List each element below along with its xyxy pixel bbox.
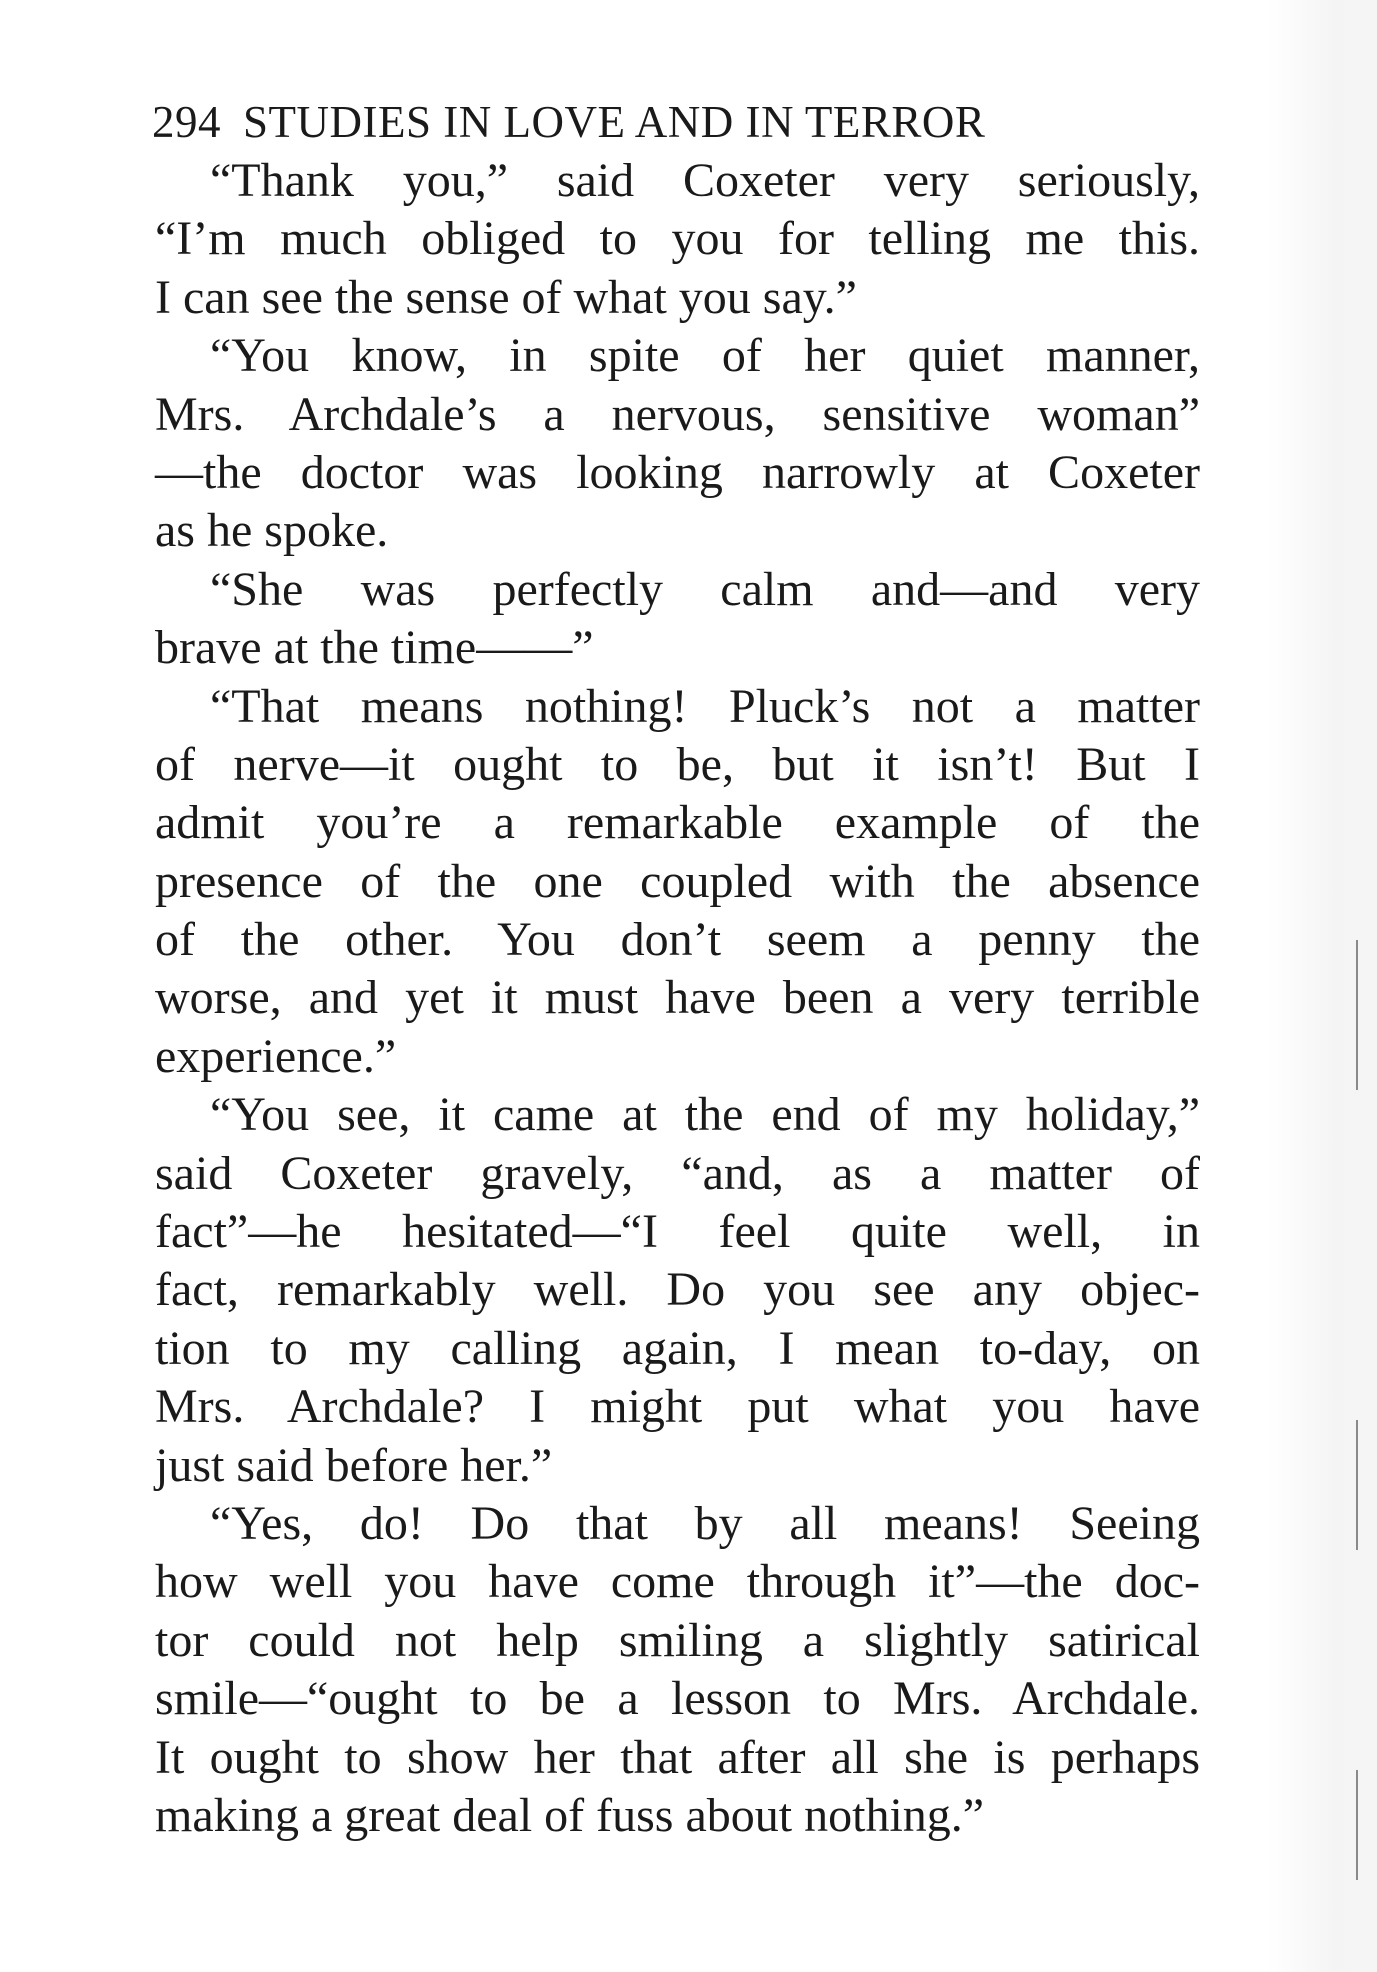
text-line: “You know, in spite of her quiet manner, [210, 329, 1200, 383]
text-line: tion to my calling again, I mean to-day, on [155, 1321, 1200, 1375]
page-gutter-shadow [1267, 0, 1377, 1972]
text-line: “Thank you,” said Coxeter very seriously, [210, 154, 1200, 207]
gutter-mark [1356, 1770, 1358, 1880]
text-line: “She was perfectly calm and—and very [210, 562, 1200, 616]
text-line: I can see the sense of what you say.” [155, 270, 857, 324]
running-head [152, 94, 1202, 150]
text-line: how well you have come through it”—the doc- [155, 1555, 1200, 1609]
text-line: said Coxeter gravely, “and, as a matter of [155, 1146, 1200, 1200]
text-line: “I’m much obliged to you for telling me this. [155, 212, 1200, 266]
text-line: Mrs. Archdale’s a nervous, sensitive woman” [155, 387, 1200, 441]
text-line: brave at the time——” [155, 621, 594, 675]
running-title: STUDIES IN LOVE AND IN TERROR [243, 97, 986, 147]
text-line: smile—“ought to be a lesson to Mrs. Archdale. [155, 1672, 1200, 1726]
text-line: tor could not help smiling a slightly satirical [155, 1613, 1200, 1667]
text-line: worse, and yet it must have been a very terrible [155, 971, 1200, 1025]
page-number: 294 [152, 97, 221, 147]
text-line: —the doctor was looking narrowly at Coxeter [155, 445, 1200, 499]
text-line: “That means nothing! Pluck’s not a matter [210, 679, 1200, 733]
text-line: admit you’re a remarkable example of the [155, 796, 1200, 850]
text-line: fact, remarkably well. Do you see any objec- [155, 1263, 1200, 1317]
text-line: of the other. You don’t seem a penny the [155, 913, 1200, 967]
body-text [155, 152, 1200, 1845]
text-line: “Yes, do! Do that by all means! Seeing [210, 1496, 1200, 1550]
text-line: fact”—he hesitated—“I feel quite well, in [155, 1205, 1200, 1259]
text-line: as he spoke. [155, 504, 389, 558]
text-line: presence of the one coupled with the absence [155, 854, 1200, 908]
gutter-mark [1356, 940, 1358, 1090]
gutter-mark [1356, 1420, 1358, 1550]
text-line: just said before her.” [155, 1438, 553, 1492]
text-line: It ought to show her that after all she is perhaps [155, 1730, 1200, 1784]
text-line: “You see, it came at the end of my holiday,” [210, 1088, 1200, 1142]
text-line: making a great deal of fuss about nothing.” [155, 1788, 985, 1842]
text-line: experience.” [155, 1029, 397, 1083]
text-line: of nerve—it ought to be, but it isn’t! But I [155, 737, 1200, 791]
text-line: Mrs. Archdale? I might put what you have [155, 1380, 1200, 1434]
